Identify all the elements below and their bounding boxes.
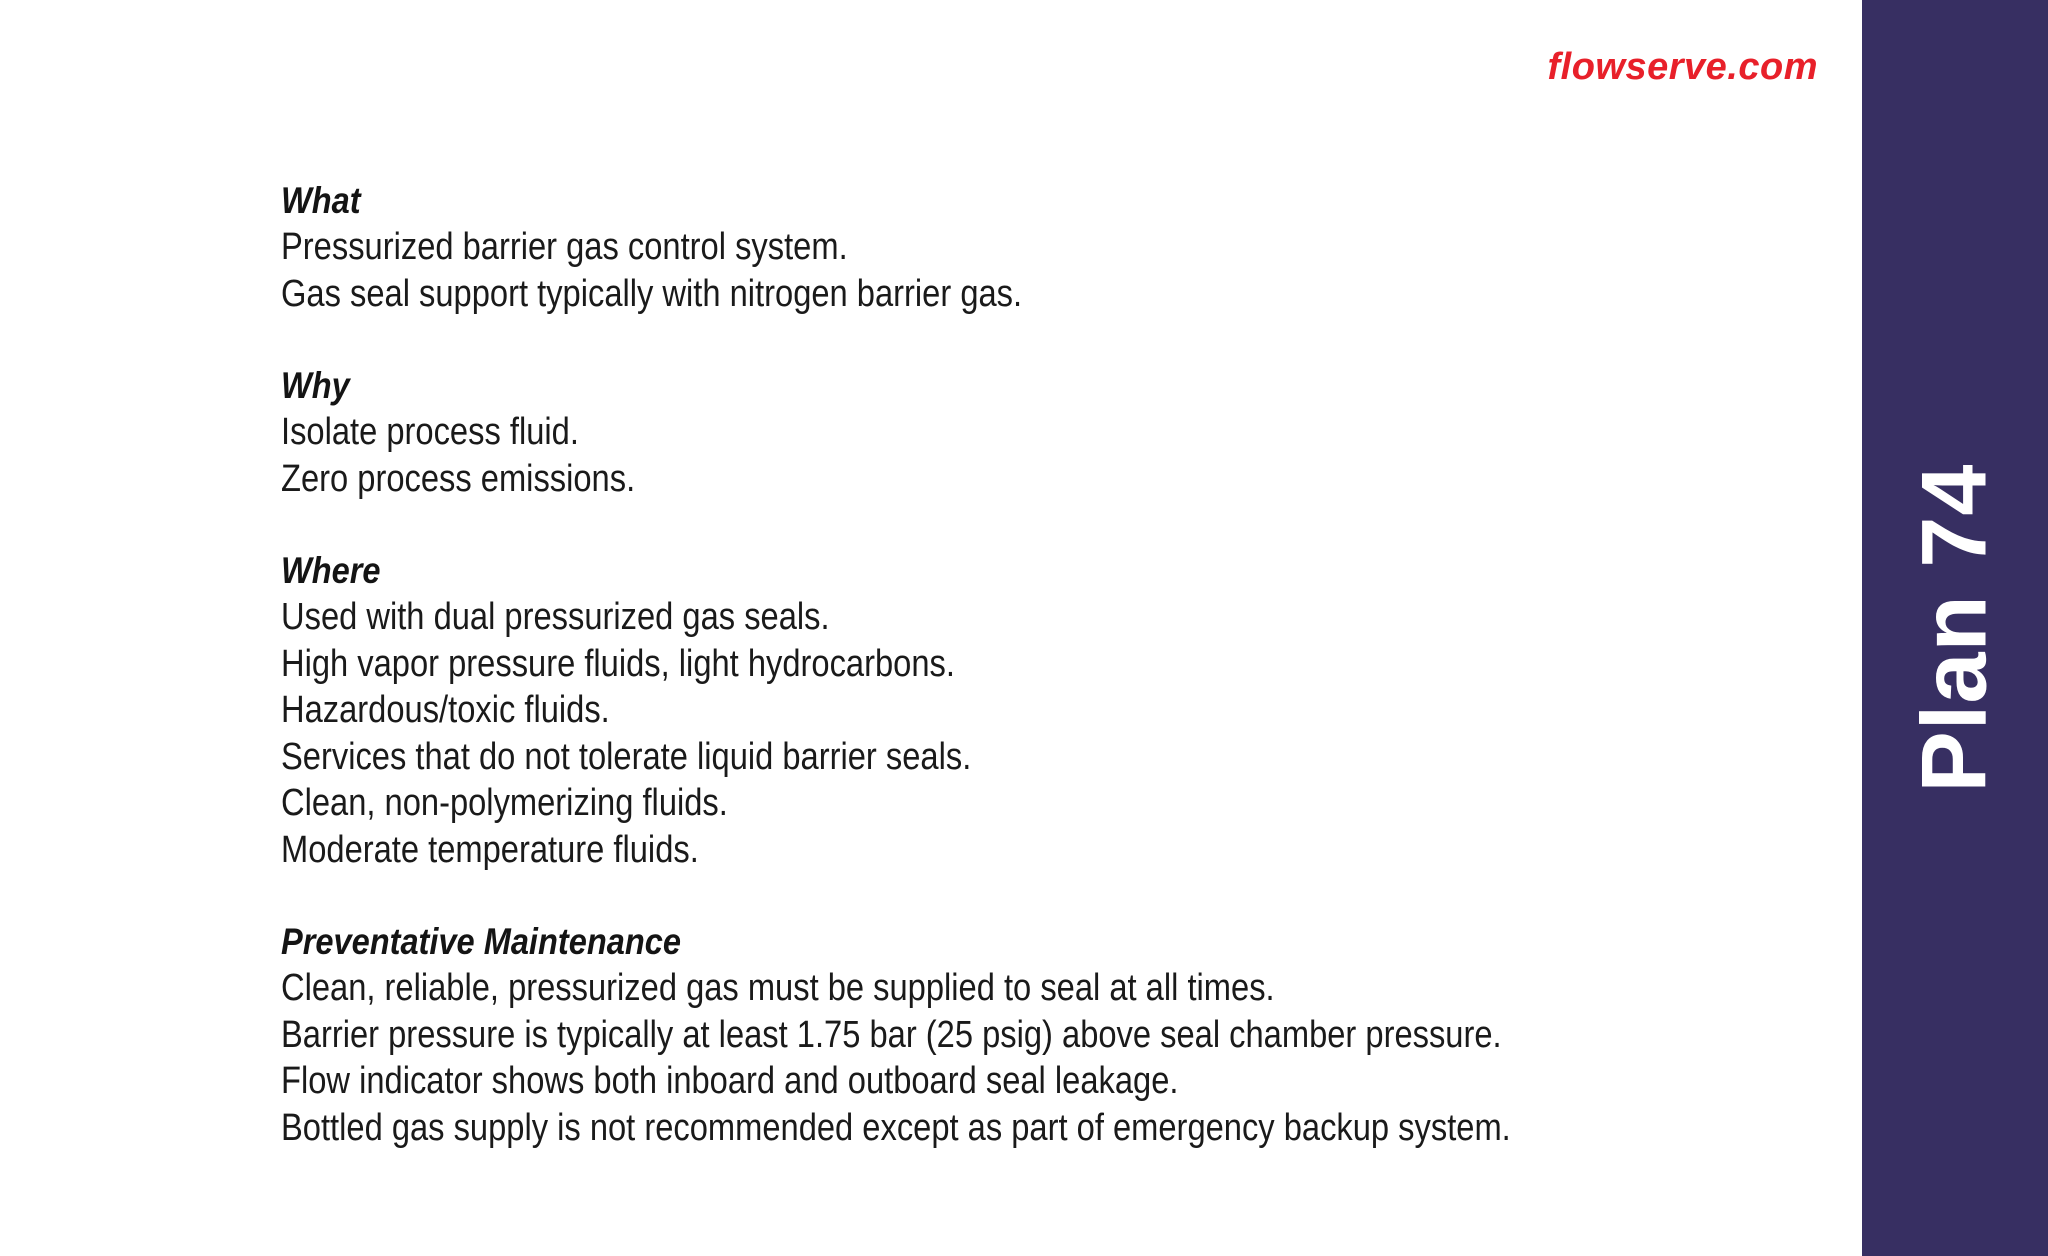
section-line: Barrier pressure is typically at least 1.75 bar (25 psig) above seal chamber pressure. — [281, 1013, 1502, 1056]
section-heading: Where — [281, 550, 381, 591]
section-preventative-maintenance — [281, 919, 1701, 1151]
plan-label: Plan 74 — [1903, 463, 2006, 793]
section-line: Bottled gas supply is not recommended except as part of emergency backup system. — [281, 1106, 1511, 1149]
section-where — [281, 548, 1701, 873]
plan-side-panel — [1862, 0, 2048, 1256]
section-line: Zero process emissions. — [281, 457, 636, 500]
plan-description — [281, 178, 1701, 1197]
section-line: Hazardous/toxic fluids. — [281, 689, 610, 731]
site-url-link[interactable]: flowserve.com — [1547, 46, 1818, 88]
section-heading: What — [281, 180, 361, 221]
section-line: Isolate process fluid. — [281, 411, 579, 453]
section-why — [281, 363, 1701, 502]
section-line: Flow indicator shows both inboard and outboard seal leakage. — [281, 1060, 1179, 1102]
section-heading: Why — [281, 365, 350, 406]
section-line: Pressurized barrier gas control system. — [281, 226, 848, 268]
section-what — [281, 178, 1701, 317]
section-line: Services that do not tolerate liquid barrier seals. — [281, 735, 972, 778]
section-line: Clean, non-polymerizing fluids. — [281, 782, 728, 824]
section-heading: Preventative Maintenance — [281, 921, 681, 962]
section-line: High vapor pressure fluids, light hydrocarbons. — [281, 642, 955, 685]
section-line: Used with dual pressurized gas seals. — [281, 596, 830, 638]
section-line: Clean, reliable, pressurized gas must be supplied to seal at all times. — [281, 967, 1275, 1009]
section-line: Gas seal support typically with nitrogen barrier gas. — [281, 272, 1023, 315]
section-line: Moderate temperature fluids. — [281, 828, 699, 871]
